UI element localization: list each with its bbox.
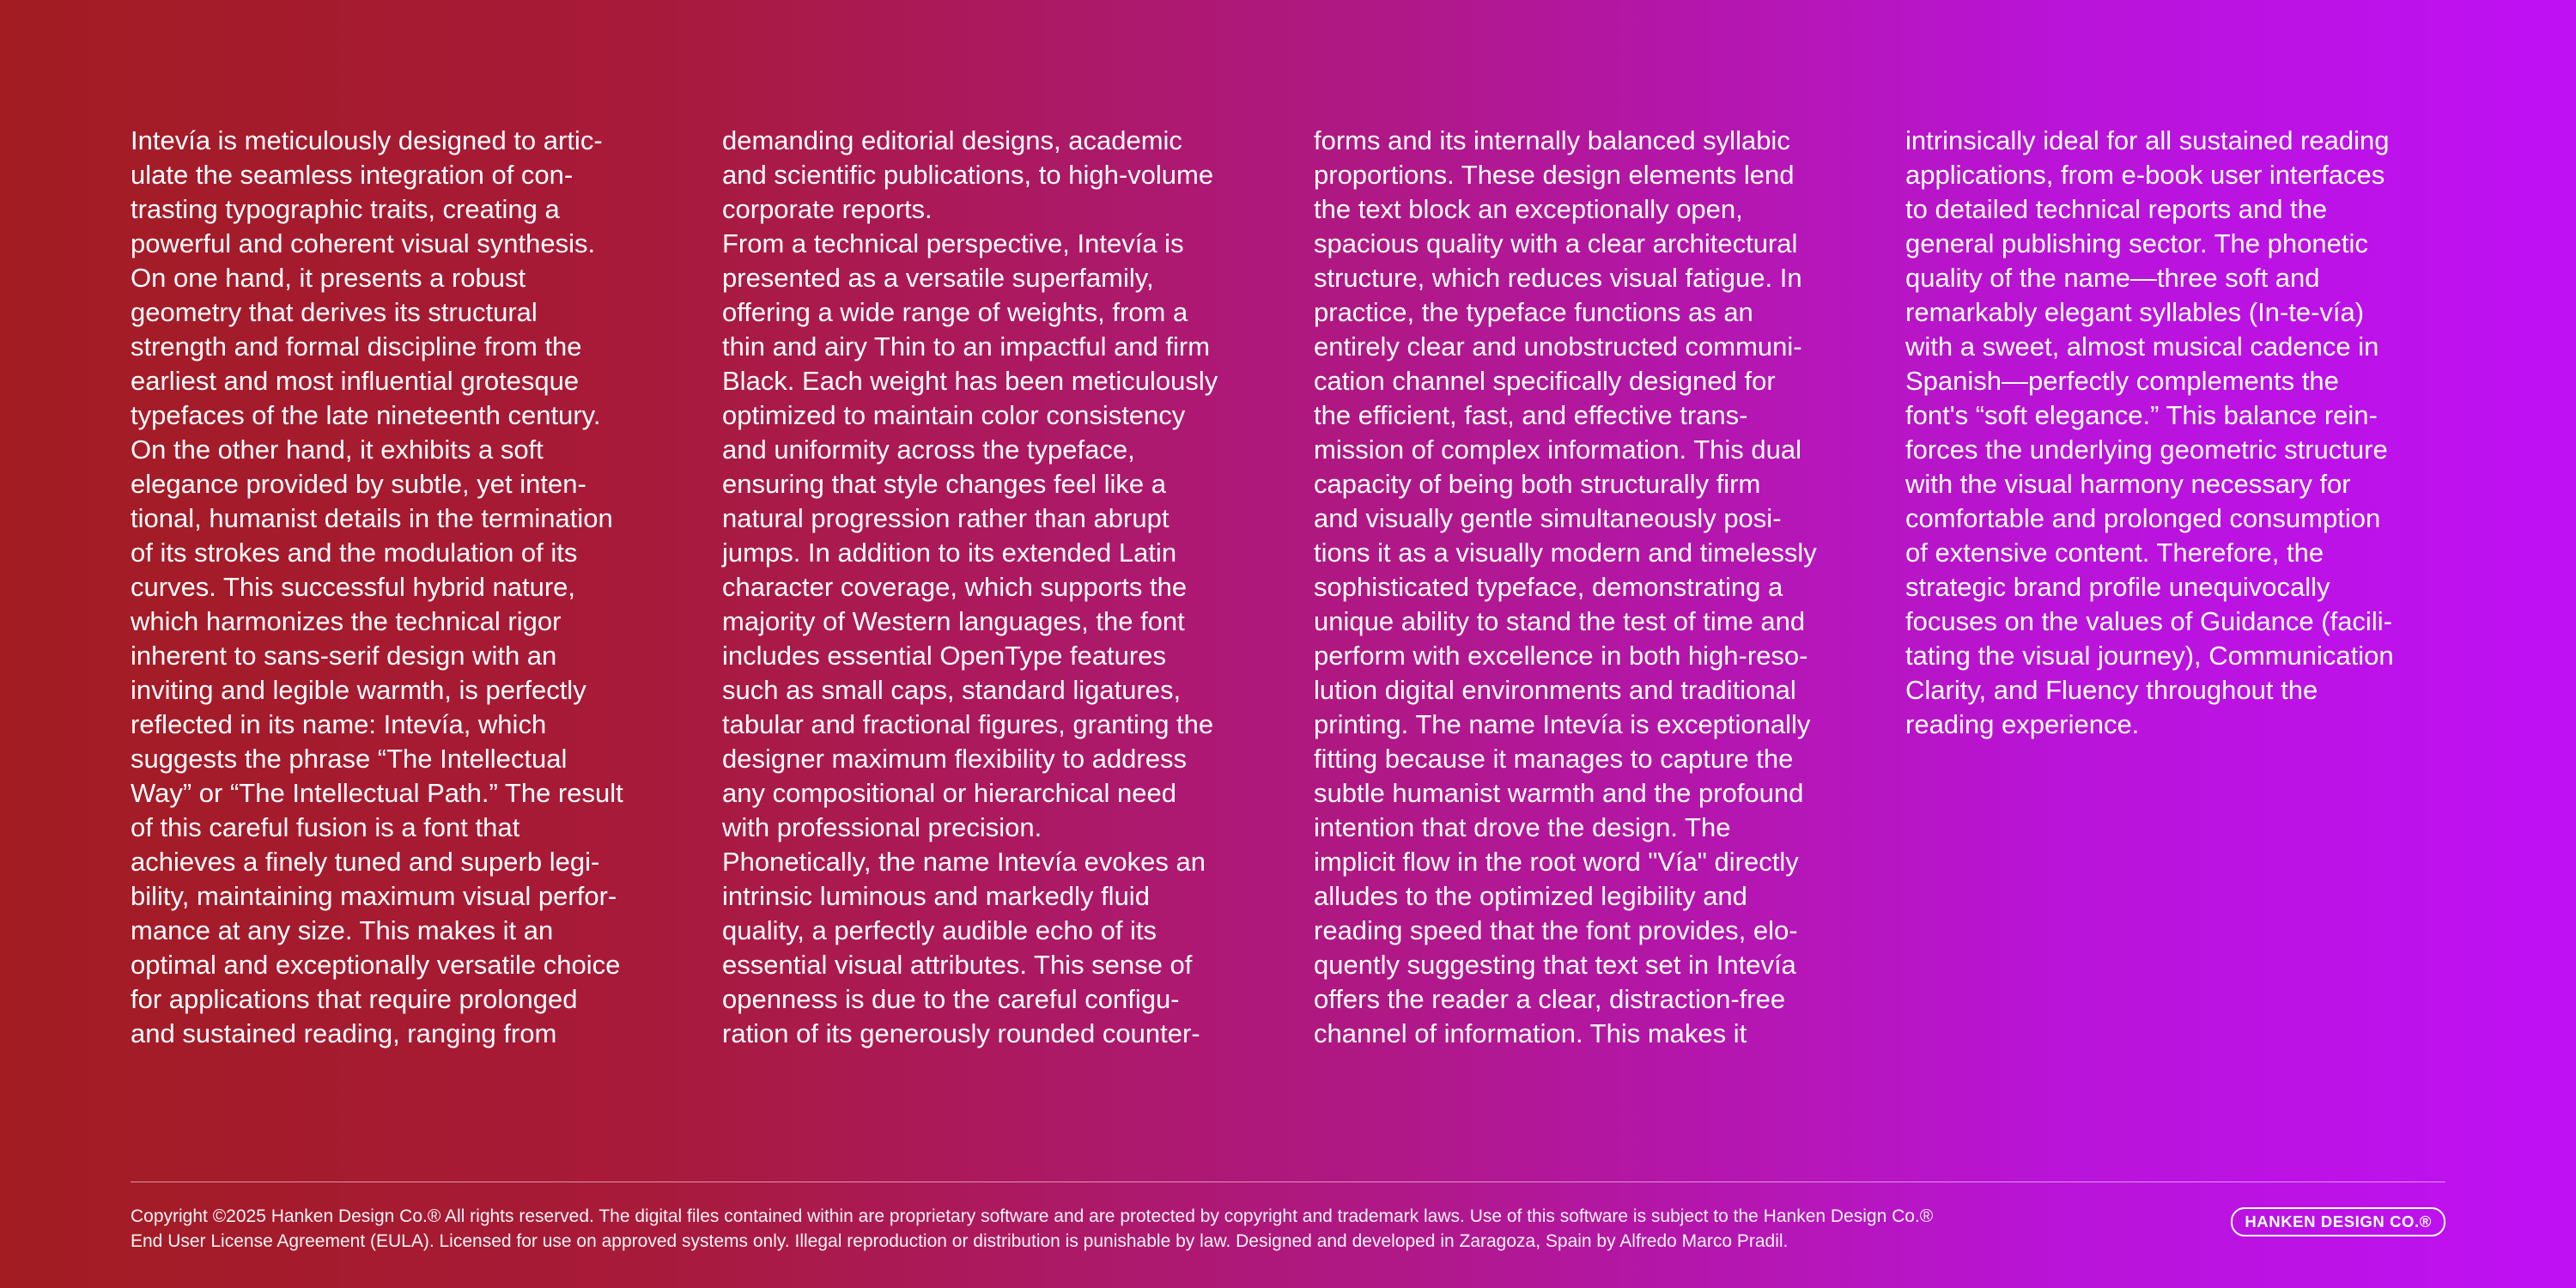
- copyright-notice: Copyright ©2025 Hanken Design Co.® All rights reserved. The digital files contained within are proprietary software and are protected by copyright and trademark laws. Use of this software is subject to the Hanken Design Co.® End User License Agreement (EULA). Licensed for use on approved systems only. Illegal reproduction or distribution is punishable by law. Designed and developed in Zaragoza, Spain by Alfredo Marco Pradil.: [131, 1206, 1934, 1251]
- text-column-4: intrinsically ideal for all sustained reading applications, from e-book user interfaces to detailed technical reports and the general publishing sector. The phonetic quality of the name—three soft and remarkably elegant syllables (In-te-vía) with a sweet, almost musical cadence in Spanish—perfectly complements the font's “soft elegance.” This balance rein- forces the underlying geometric structure with the visual harmony necessary for comfortable and prolonged consumption of extensive content. Therefore, the strategic brand profile unequivocally focuses on the values of Guidance (facili- tating the visual journey), Communication Clarity, and Fluency throughout the reading experience.: [1905, 125, 2394, 739]
- hanken-design-logo: HANKEN DESIGN CO.®: [2231, 1207, 2445, 1236]
- text-column-3: forms and its internally balanced syllabic proportions. These design elements lend the text block an exceptionally open, spacious quality with a clear architectural structure, which reduces visual fatigue. In practice, the typeface functions as an entirely clear and unobstructed communi- cation channel specifically designed for the efficient, fast, and effective trans- mission of complex information. This dual capacity of being both structurally firm and visually gentle simultaneously posi- tions it as a visually modern and timelessly sophisticated typeface, demonstrating a unique ability to stand the test of time and perform with excellence in both high-reso- lution digital environments and traditional printing. The name Intevía is exceptionally fitting because it manages to capture the subtle humanist warmth and the profound intention that drove the design. The implicit flow in the root word "Vía" directly alludes to the optimized legibility and reading speed that the font provides, elo- quently suggesting that text set in Intevía offers the reader a clear, distraction-free channel of information. This makes it: [1314, 125, 1817, 1048]
- text-column-1: Intevía is meticulously designed to artic- ulate the seamless integration of con- trasting typographic traits, creating a powerful and coherent visual synthesis. On one hand, it presents a robust geometry that derives its structural strength and formal discipline from the earliest and most influential grotesque typefaces of the late nineteenth century. On the other hand, it exhibits a soft elegance provided by subtle, yet inten- tional, humanist details in the termination of its strokes and the modulation of its curves. This successful hybrid nature, which harmonizes the technical rigor inherent to sans-serif design with an inviting and legible warmth, is perfectly reflected in its name: Intevía, which suggests the phrase “The Intellectual Way” or “The Intellectual Path.” The result of this careful fusion is a font that achieves a finely tuned and superb legi- bility, maintaining maximum visual perfor- mance at any size. This makes it an optimal and exceptionally versatile choice for applications that require prolonged and sustained reading, ranging from: [131, 125, 623, 1048]
- text-columns: [131, 124, 2445, 1051]
- text-column-2: demanding editorial designs, academic and scientific publications, to high-volume corporate reports. From a technical perspective, Intevía is presented as a versatile superfamily, offering a wide range of weights, from a thin and airy Thin to an impactful and firm Black. Each weight has been meticulously optimized to maintain color consistency and uniformity across the typeface, ensuring that style changes feel like a natural progression rather than abrupt jumps. In addition to its extended Latin character coverage, which supports the majority of Western languages, the font includes essential OpenType features such as small caps, standard ligatures, tabular and fractional figures, granting the designer maximum flexibility to address any compositional or hierarchical need with professional precision. Phonetically, the name Intevía evokes an intrinsic luminous and markedly fluid quality, a perfectly audible echo of its essential visual attributes. This sense of openness is due to the careful configu- ration of its generously rounded counter-: [722, 125, 1218, 1048]
